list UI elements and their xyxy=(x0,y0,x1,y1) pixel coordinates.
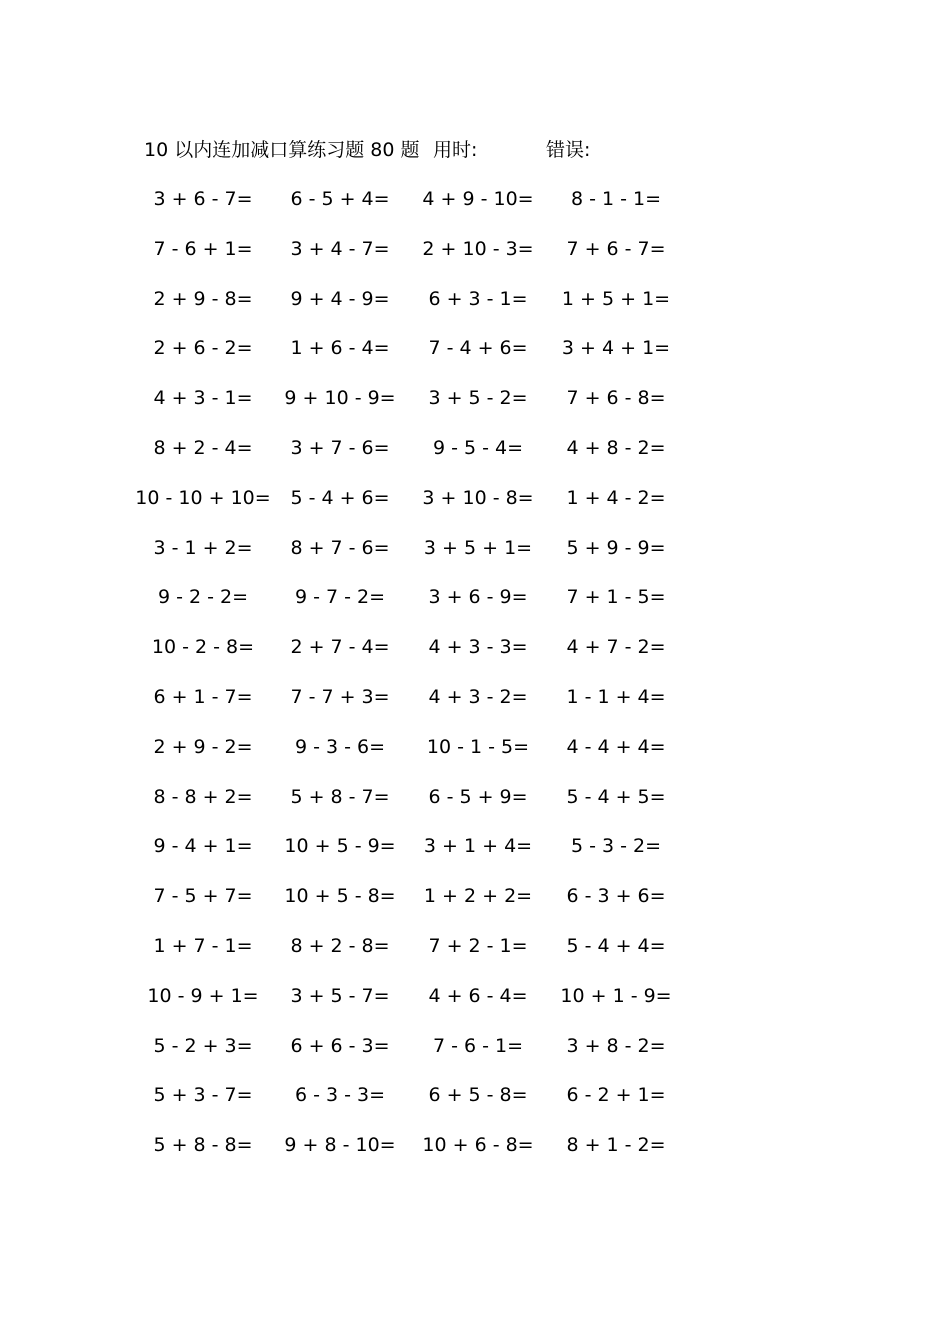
problem-item: 8 - 1 - 1= xyxy=(570,188,662,210)
problem-item: 7 + 1 - 5= xyxy=(566,586,666,609)
problem-item: 10 - 1 - 5= xyxy=(426,735,530,758)
problem-item: 8 + 2 - 4= xyxy=(153,436,253,459)
problem-item: 6 - 3 + 6= xyxy=(566,885,666,908)
problem-item: 7 + 6 - 7= xyxy=(566,237,666,260)
problem-item: 3 - 1 + 2= xyxy=(153,536,253,559)
problem-item: 8 + 1 - 2= xyxy=(566,1134,666,1157)
problem-item: 4 + 7 - 2= xyxy=(566,636,666,659)
problem-item: 7 - 5 + 7= xyxy=(153,885,253,908)
problem-item: 3 + 1 + 4= xyxy=(423,835,533,858)
problem-item: 10 + 5 - 8= xyxy=(284,885,396,908)
problem-item: 8 + 2 - 8= xyxy=(290,934,390,957)
problem-item: 6 - 5 + 9= xyxy=(428,785,528,808)
problem-item: 4 + 3 - 3= xyxy=(428,636,528,659)
problem-item: 1 + 4 - 2= xyxy=(566,486,666,509)
problem-item: 3 + 10 - 8= xyxy=(422,486,534,509)
problem-item: 3 + 4 - 7= xyxy=(290,237,390,260)
problem-item: 5 + 8 - 8= xyxy=(153,1134,253,1157)
problem-item: 1 + 2 + 2= xyxy=(423,885,533,908)
problem-item: 6 + 3 - 1= xyxy=(428,287,528,310)
problem-item: 2 + 6 - 2= xyxy=(153,337,253,360)
problem-item: 10 + 6 - 8= xyxy=(422,1134,534,1157)
problem-item: 10 + 1 - 9= xyxy=(560,984,672,1007)
problem-item: 6 + 1 - 7= xyxy=(153,685,253,708)
problem-item: 4 + 9 - 10= xyxy=(422,188,534,210)
problem-item: 7 - 6 + 1= xyxy=(153,237,253,260)
problem-item: 1 + 7 - 1= xyxy=(153,934,253,957)
problem-item: 10 - 9 + 1= xyxy=(147,984,259,1007)
problem-item: 7 - 4 + 6= xyxy=(428,337,528,360)
problem-item: 4 - 4 + 4= xyxy=(566,735,666,758)
problem-item: 3 + 5 - 2= xyxy=(428,387,528,410)
problem-item: 3 + 5 - 7= xyxy=(290,984,390,1007)
problem-item: 5 - 4 + 6= xyxy=(290,486,390,509)
problem-item: 6 - 5 + 4= xyxy=(290,188,390,210)
problem-item: 5 - 3 - 2= xyxy=(570,835,662,858)
problem-item: 6 - 3 - 3= xyxy=(294,1084,386,1107)
worksheet-title: 10 以内连加减口算练习题 80 题 xyxy=(144,139,420,161)
problem-item: 7 + 6 - 8= xyxy=(566,387,666,410)
problem-item: 5 + 8 - 7= xyxy=(290,785,390,808)
problem-item: 10 - 10 + 10= xyxy=(135,486,271,509)
problem-item: 6 - 2 + 1= xyxy=(566,1084,666,1107)
problem-item: 3 + 6 - 7= xyxy=(153,188,253,210)
problem-item: 7 + 2 - 1= xyxy=(428,934,528,957)
problem-item: 2 + 9 - 2= xyxy=(153,735,253,758)
errors-label: 错误: xyxy=(546,139,591,161)
problem-item: 7 - 7 + 3= xyxy=(290,685,390,708)
problem-item: 2 + 10 - 3= xyxy=(422,237,534,260)
problem-item: 1 - 1 + 4= xyxy=(566,685,666,708)
time-used-label: 用时: xyxy=(433,139,478,161)
problem-item: 1 + 5 + 1= xyxy=(561,287,671,310)
problem-item: 5 + 9 - 9= xyxy=(566,536,666,559)
problem-item: 9 - 7 - 2= xyxy=(294,586,386,609)
problem-item: 9 + 4 - 9= xyxy=(290,287,390,310)
problem-item: 10 - 2 - 8= xyxy=(151,636,255,659)
problem-item: 9 - 2 - 2= xyxy=(157,586,249,609)
problem-item: 7 - 6 - 1= xyxy=(432,1034,524,1057)
problem-item: 3 + 6 - 9= xyxy=(428,586,528,609)
problem-item: 9 - 4 + 1= xyxy=(153,835,253,858)
problem-item: 5 + 3 - 7= xyxy=(153,1084,253,1107)
problem-item: 9 - 3 - 6= xyxy=(294,735,386,758)
problem-item: 4 + 6 - 4= xyxy=(428,984,528,1007)
problem-item: 5 - 2 + 3= xyxy=(153,1034,253,1057)
problem-item: 5 - 4 + 5= xyxy=(566,785,666,808)
problem-item: 9 + 8 - 10= xyxy=(284,1134,396,1157)
problem-item: 6 + 6 - 3= xyxy=(290,1034,390,1057)
problem-item: 9 - 5 - 4= xyxy=(432,436,524,459)
problem-item: 8 - 8 + 2= xyxy=(153,785,253,808)
problem-item: 3 + 5 + 1= xyxy=(423,536,533,559)
problem-item: 3 + 4 + 1= xyxy=(561,337,671,360)
problem-item: 8 + 7 - 6= xyxy=(290,536,390,559)
problem-item: 1 + 6 - 4= xyxy=(290,337,390,360)
problem-item: 2 + 9 - 8= xyxy=(153,287,253,310)
problem-item: 4 + 3 - 2= xyxy=(428,685,528,708)
problem-item: 3 + 7 - 6= xyxy=(290,436,390,459)
problem-item: 6 + 5 - 8= xyxy=(428,1084,528,1107)
problem-item: 3 + 8 - 2= xyxy=(566,1034,666,1057)
problem-item: 9 + 10 - 9= xyxy=(284,387,396,410)
problem-item: 4 + 3 - 1= xyxy=(153,387,253,410)
problem-item: 2 + 7 - 4= xyxy=(290,636,390,659)
problem-item: 10 + 5 - 9= xyxy=(284,835,396,858)
problem-item: 4 + 8 - 2= xyxy=(566,436,666,459)
problem-item: 5 - 4 + 4= xyxy=(566,934,666,957)
